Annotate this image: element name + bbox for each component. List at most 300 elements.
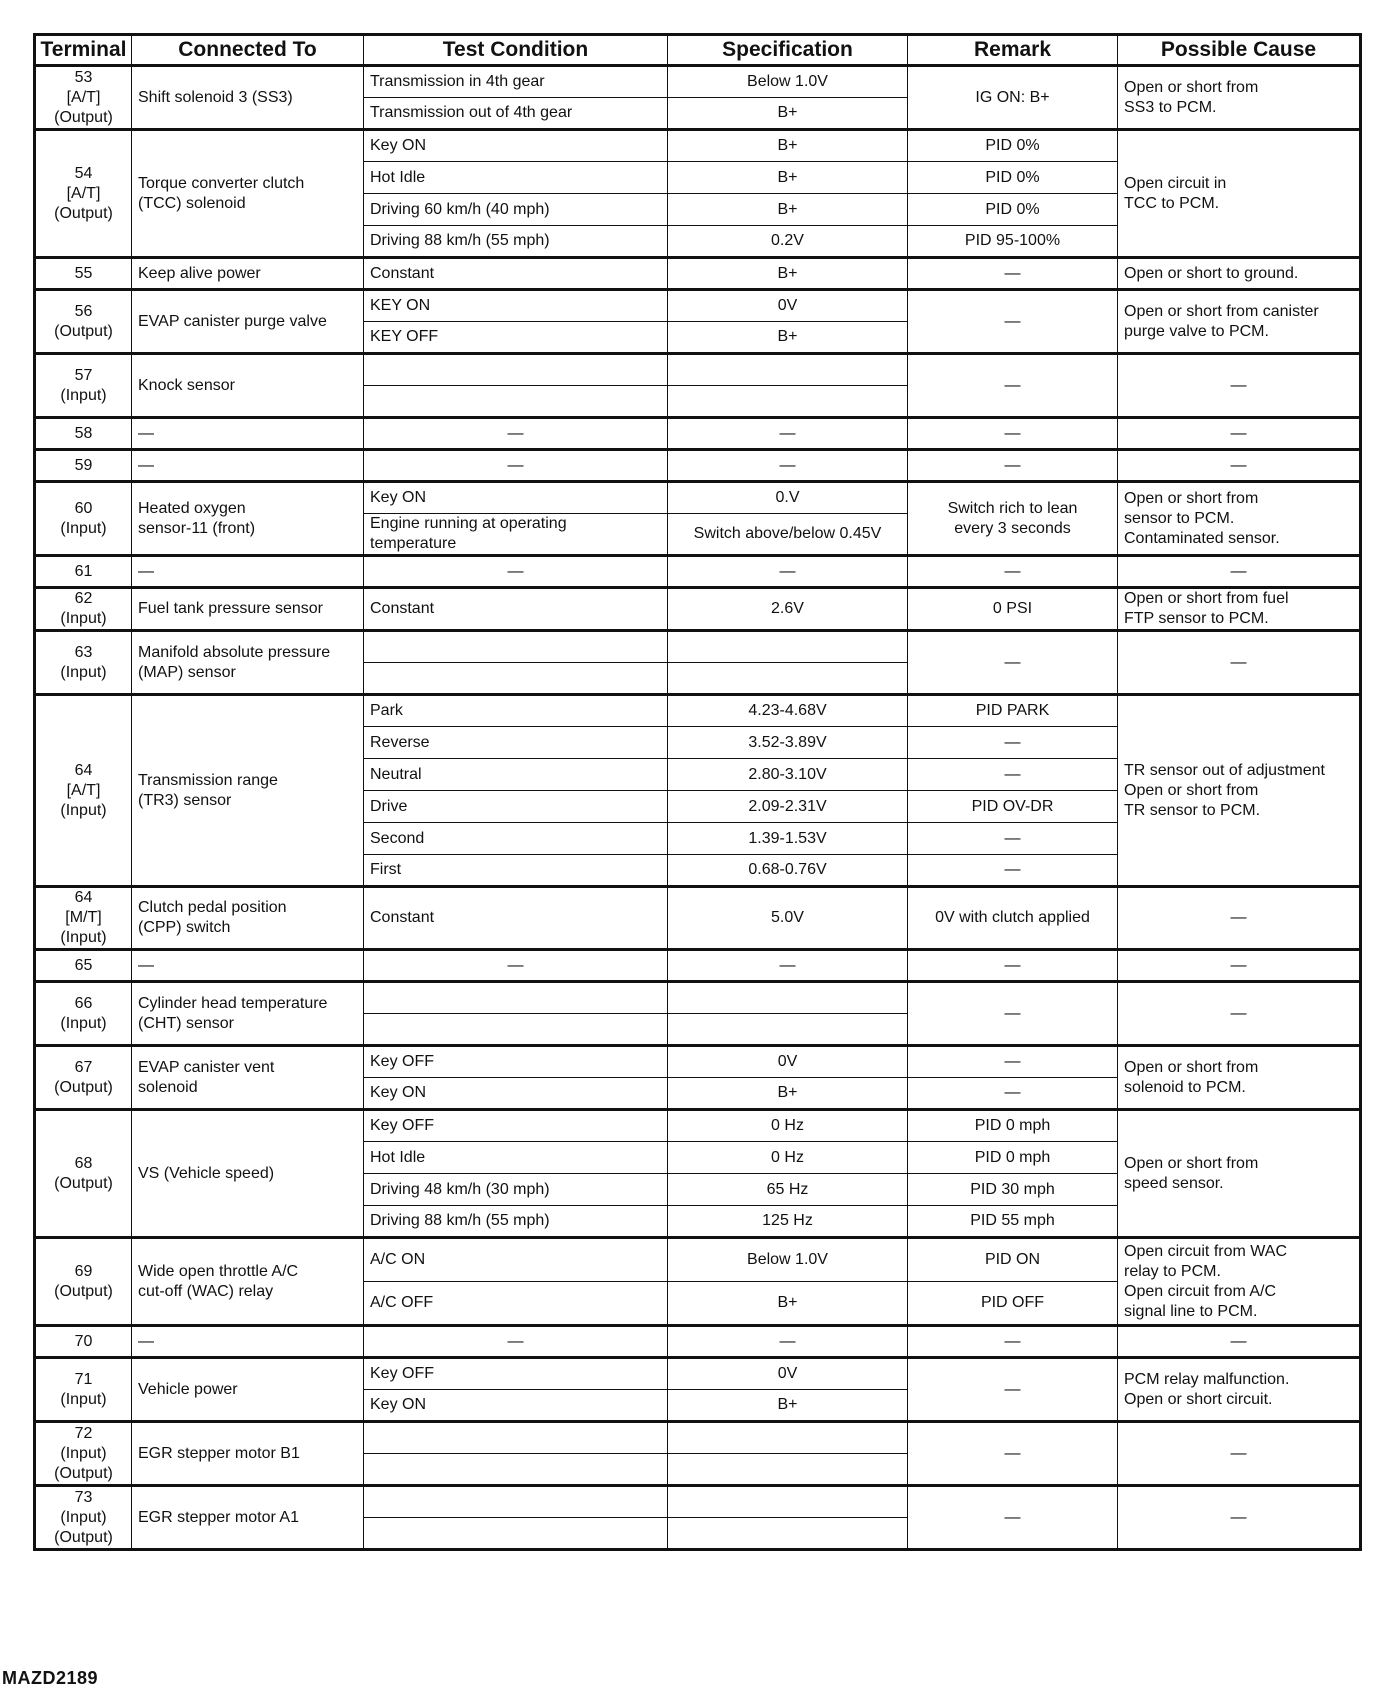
terminal-group — [35, 1238, 1361, 1326]
text-line: solenoid — [138, 1078, 198, 1096]
text-line: Constant — [370, 909, 435, 926]
remark-cell: PID OFF — [908, 1282, 1118, 1326]
text-line: (Output) — [54, 1078, 113, 1096]
text-line: (Output) — [54, 1464, 113, 1482]
table-row — [35, 1046, 1361, 1078]
header-terminal: Terminal — [35, 35, 132, 66]
remark-cell: — — [908, 1078, 1118, 1110]
terminal-group — [35, 950, 1361, 982]
text-line: — — [507, 456, 524, 474]
text-line: — — [1004, 264, 1021, 282]
possible-cause-cell — [1118, 482, 1361, 556]
terminal-cell — [35, 290, 132, 354]
text-line: — — [1004, 1004, 1021, 1022]
text-line: Constant — [370, 600, 435, 617]
remark-cell — [908, 258, 1118, 290]
test-condition-cell — [364, 290, 668, 322]
connected-to-cell — [132, 982, 364, 1046]
test-condition-cell — [364, 982, 668, 1014]
text-line: (Output) — [54, 1174, 113, 1192]
specification-cell: B+ — [668, 1390, 908, 1422]
table-row — [35, 1326, 1361, 1358]
specification-cell: 0V — [668, 290, 908, 322]
text-line: Open or short circuit. — [1124, 1390, 1273, 1408]
table-row — [35, 887, 1361, 950]
test-condition-cell — [364, 1486, 668, 1518]
text-line: — — [507, 424, 524, 442]
text-line: Switch rich to lean — [947, 499, 1078, 517]
possible-cause-cell — [1118, 588, 1361, 631]
text-line: (Input) — [60, 1390, 107, 1408]
remark-cell: PID 30 mph — [908, 1174, 1118, 1206]
test-condition-cell — [364, 1142, 668, 1174]
remark-cell — [908, 1326, 1118, 1358]
connected-to-cell — [132, 950, 364, 982]
text-line: 69 — [74, 1262, 93, 1280]
specification-cell: B+ — [668, 322, 908, 354]
remark-cell — [908, 950, 1118, 982]
possible-cause-cell — [1118, 258, 1361, 290]
table-row — [35, 950, 1361, 982]
remark-cell — [908, 1358, 1118, 1422]
figure-code: MAZD2189 — [2, 1668, 99, 1688]
table-row — [35, 66, 1361, 98]
terminal-group — [35, 258, 1361, 290]
specification-cell: 0.2V — [668, 226, 908, 258]
text-line: 61 — [74, 562, 93, 580]
connected-to-cell — [132, 1486, 364, 1550]
text-line: 54 — [74, 164, 93, 182]
text-line: — — [1230, 653, 1247, 671]
text-line: (CPP) switch — [138, 919, 231, 936]
terminal-group — [35, 631, 1361, 695]
table-row — [35, 1110, 1361, 1142]
connected-to-cell — [132, 1238, 364, 1326]
specification-cell: — — [668, 950, 908, 982]
terminal-cell — [35, 66, 132, 130]
possible-cause-cell — [1118, 1358, 1361, 1422]
test-condition-cell — [364, 1206, 668, 1238]
specification-cell: B+ — [668, 258, 908, 290]
terminal-cell — [35, 1110, 132, 1238]
text-line: Key ON — [370, 1396, 427, 1413]
specification-cell: 2.80-3.10V — [668, 759, 908, 791]
specification-cell: B+ — [668, 194, 908, 226]
text-line: sensor-11 (front) — [138, 519, 256, 537]
text-line: 63 — [74, 643, 93, 661]
text-line: — — [138, 424, 154, 442]
table-row — [35, 631, 1361, 663]
text-line: Second — [370, 829, 425, 847]
connected-to-cell — [132, 290, 364, 354]
specification-cell — [668, 1422, 908, 1454]
text-line: Key ON — [370, 489, 427, 506]
connected-to-cell — [132, 1358, 364, 1422]
text-line: — — [1230, 376, 1247, 394]
test-condition-cell — [364, 950, 668, 982]
terminal-cell — [35, 130, 132, 258]
test-condition-cell — [364, 1518, 668, 1550]
remark-cell — [908, 1422, 1118, 1486]
header-connected-to: Connected To — [132, 35, 364, 66]
test-condition-cell — [364, 727, 668, 759]
remark-cell — [908, 556, 1118, 588]
test-condition-cell — [364, 482, 668, 514]
text-line: (Input) — [60, 1014, 107, 1032]
specification-cell: 0.68-0.76V — [668, 855, 908, 887]
text-line: (Input) — [60, 610, 107, 627]
specification-cell — [668, 982, 908, 1014]
text-line: 60 — [74, 499, 93, 517]
specification-cell — [668, 631, 908, 663]
remark-cell — [908, 354, 1118, 418]
text-line: purge valve to PCM. — [1124, 322, 1269, 340]
text-line: — — [1004, 312, 1021, 330]
text-line: speed sensor. — [1124, 1174, 1224, 1192]
terminal-cell — [35, 887, 132, 950]
terminal-cell — [35, 631, 132, 695]
specification-cell: 0V — [668, 1046, 908, 1078]
terminal-group — [35, 1422, 1361, 1486]
test-condition-cell — [364, 450, 668, 482]
text-line: Constant — [370, 264, 435, 282]
terminal-cell — [35, 354, 132, 418]
terminal-cell — [35, 982, 132, 1046]
remark-cell — [908, 418, 1118, 450]
terminal-cell — [35, 450, 132, 482]
connected-to-cell — [132, 258, 364, 290]
specification-cell: 5.0V — [668, 887, 908, 950]
specification-cell: 0 Hz — [668, 1110, 908, 1142]
terminal-cell — [35, 258, 132, 290]
text-line: Transmission in 4th gear — [370, 73, 545, 90]
test-condition-cell — [364, 1282, 668, 1326]
terminal-cell — [35, 482, 132, 556]
terminal-cell — [35, 1046, 132, 1110]
text-line: — — [1004, 376, 1021, 394]
table-row — [35, 982, 1361, 1014]
text-line: — — [138, 1332, 154, 1350]
text-line: (CHT) sensor — [138, 1014, 235, 1032]
possible-cause-cell — [1118, 631, 1361, 695]
specification-cell — [668, 1454, 908, 1486]
specification-cell: 2.6V — [668, 588, 908, 631]
table-row — [35, 130, 1361, 162]
text-line: EGR stepper motor B1 — [138, 1444, 300, 1462]
text-line: Open or short to ground. — [1124, 264, 1299, 282]
header-row — [35, 35, 1361, 66]
terminal-group — [35, 450, 1361, 482]
test-condition-cell — [364, 354, 668, 386]
header-remark: Remark — [908, 35, 1118, 66]
text-line: Contaminated sensor. — [1124, 529, 1280, 547]
table-row — [35, 1238, 1361, 1282]
remark-cell: PID 0 mph — [908, 1110, 1118, 1142]
text-line: Vehicle power — [138, 1380, 238, 1398]
specification-cell: 0.V — [668, 482, 908, 514]
text-line: Key OFF — [370, 1053, 435, 1070]
table-row — [35, 1358, 1361, 1390]
text-line: — — [1004, 956, 1021, 974]
text-line: temperature — [370, 535, 457, 552]
connected-to-cell — [132, 1422, 364, 1486]
terminal-cell — [35, 695, 132, 887]
remark-cell: — — [908, 759, 1118, 791]
test-condition-cell — [364, 418, 668, 450]
specification-cell — [668, 386, 908, 418]
text-line: (TCC) solenoid — [138, 194, 246, 212]
specification-cell — [668, 1014, 908, 1046]
text-line: Open circuit from WAC — [1124, 1242, 1287, 1260]
remark-cell — [908, 482, 1118, 556]
text-line: KEY OFF — [370, 328, 439, 345]
text-line: Driving 60 km/h (40 mph) — [370, 200, 550, 218]
text-line: 64 — [74, 889, 93, 906]
text-line: 57 — [74, 366, 93, 384]
terminal-cell — [35, 1326, 132, 1358]
test-condition-cell — [364, 823, 668, 855]
text-line: Manifold absolute pressure — [138, 643, 331, 661]
terminal-group — [35, 982, 1361, 1046]
text-line: VS (Vehicle speed) — [138, 1164, 275, 1182]
table-row — [35, 258, 1361, 290]
text-line: Hot Idle — [370, 168, 426, 186]
test-condition-cell — [364, 258, 668, 290]
text-line: (MAP) sensor — [138, 663, 236, 681]
text-line: 56 — [74, 302, 93, 320]
remark-cell: PID 0% — [908, 194, 1118, 226]
table-row — [35, 418, 1361, 450]
remark-cell: — — [908, 855, 1118, 887]
text-line: Reverse — [370, 733, 430, 751]
specification-cell: 65 Hz — [668, 1174, 908, 1206]
remark-cell — [908, 450, 1118, 482]
text-line: A/C OFF — [370, 1294, 434, 1311]
text-line: solenoid to PCM. — [1124, 1078, 1246, 1096]
connected-to-cell — [132, 354, 364, 418]
test-condition-cell — [364, 556, 668, 588]
text-line: TR sensor out of adjustment — [1124, 761, 1325, 779]
text-line: Open or short from — [1124, 489, 1259, 507]
remark-cell — [908, 588, 1118, 631]
terminal-group — [35, 695, 1361, 887]
terminal-cell — [35, 1358, 132, 1422]
possible-cause-cell — [1118, 950, 1361, 982]
terminal-group — [35, 588, 1361, 631]
text-line: — — [1230, 562, 1247, 580]
text-line: 55 — [74, 264, 93, 282]
text-line: Park — [370, 702, 403, 719]
possible-cause-cell — [1118, 66, 1361, 130]
terminal-cell — [35, 556, 132, 588]
text-line: 62 — [74, 590, 93, 607]
specification-cell — [668, 663, 908, 695]
text-line: Transmission range — [138, 771, 278, 789]
test-condition-cell — [364, 226, 668, 258]
possible-cause-cell — [1118, 556, 1361, 588]
possible-cause-cell — [1118, 1326, 1361, 1358]
text-line: sensor to PCM. — [1124, 509, 1235, 527]
text-line: (Output) — [54, 108, 113, 126]
test-condition-cell — [364, 1014, 668, 1046]
connected-to-cell — [132, 130, 364, 258]
text-line: relay to PCM. — [1124, 1262, 1221, 1280]
text-line: — — [138, 956, 154, 974]
table-row — [35, 450, 1361, 482]
specification-cell: B+ — [668, 98, 908, 130]
possible-cause-cell — [1118, 130, 1361, 258]
header-test-condition: Test Condition — [364, 35, 668, 66]
text-line: Hot Idle — [370, 1148, 426, 1166]
test-condition-cell — [364, 66, 668, 98]
connected-to-cell — [132, 695, 364, 887]
connected-to-cell — [132, 556, 364, 588]
test-condition-cell — [364, 1110, 668, 1142]
specification-cell — [668, 354, 908, 386]
text-line: IG ON: B+ — [975, 88, 1050, 106]
test-condition-cell — [364, 194, 668, 226]
specification-cell: Switch above/below 0.45V — [668, 514, 908, 556]
specification-cell — [668, 1518, 908, 1550]
possible-cause-cell — [1118, 982, 1361, 1046]
specification-cell: 2.09-2.31V — [668, 791, 908, 823]
table-row — [35, 482, 1361, 514]
text-line: — — [1230, 1508, 1247, 1526]
text-line: (TR3) sensor — [138, 791, 232, 809]
text-line: [M/T] — [65, 909, 102, 926]
test-condition-cell — [364, 1046, 668, 1078]
test-condition-cell — [364, 631, 668, 663]
text-line: 65 — [74, 956, 93, 974]
text-line: Key OFF — [370, 1365, 435, 1382]
text-line: signal line to PCM. — [1124, 1302, 1258, 1320]
terminal-group — [35, 290, 1361, 354]
remark-cell: PID 55 mph — [908, 1206, 1118, 1238]
text-line: cut-off (WAC) relay — [138, 1282, 274, 1300]
text-line: TCC to PCM. — [1124, 194, 1220, 212]
text-line: Engine running at operating — [370, 515, 567, 532]
specification-cell: 0 Hz — [668, 1142, 908, 1174]
text-line: Drive — [370, 797, 408, 815]
text-line: 68 — [74, 1154, 93, 1172]
text-line: Open circuit in — [1124, 174, 1227, 192]
table-row — [35, 1422, 1361, 1454]
test-condition-cell — [364, 386, 668, 418]
text-line: (Output) — [54, 1282, 113, 1300]
test-condition-cell — [364, 1326, 668, 1358]
terminal-group — [35, 354, 1361, 418]
text-line: 67 — [74, 1058, 93, 1076]
remark-cell: PID 0 mph — [908, 1142, 1118, 1174]
test-condition-cell — [364, 1238, 668, 1282]
text-line: Open or short from — [1124, 78, 1259, 96]
text-line: — — [1230, 956, 1247, 974]
specification-cell: 4.23-4.68V — [668, 695, 908, 727]
text-line: [A/T] — [66, 88, 101, 106]
terminal-cell — [35, 1486, 132, 1550]
test-condition-cell — [364, 322, 668, 354]
text-line: (Input) — [60, 1444, 107, 1462]
pcm-terminal-table — [33, 33, 1362, 1551]
remark-cell: — — [908, 823, 1118, 855]
remark-cell — [908, 887, 1118, 950]
text-line: PCM relay malfunction. — [1124, 1370, 1290, 1388]
possible-cause-cell — [1118, 1110, 1361, 1238]
text-line: Fuel tank pressure sensor — [138, 600, 323, 617]
remark-cell: PID OV-DR — [908, 791, 1118, 823]
terminal-group — [35, 418, 1361, 450]
table-row — [35, 1486, 1361, 1518]
text-line: Torque converter clutch — [138, 174, 305, 192]
remark-cell — [908, 66, 1118, 130]
text-line: First — [370, 861, 402, 878]
specification-cell: — — [668, 1326, 908, 1358]
possible-cause-cell — [1118, 290, 1361, 354]
text-line: EGR stepper motor A1 — [138, 1508, 299, 1526]
text-line: TR sensor to PCM. — [1124, 801, 1261, 819]
connected-to-cell — [132, 1110, 364, 1238]
text-line: Key ON — [370, 137, 427, 154]
test-condition-cell — [364, 887, 668, 950]
text-line: [A/T] — [66, 781, 101, 799]
test-condition-cell — [364, 1358, 668, 1390]
text-line: 72 — [74, 1424, 93, 1442]
connected-to-cell — [132, 1326, 364, 1358]
terminal-group — [35, 887, 1361, 950]
remark-cell — [908, 982, 1118, 1046]
specification-cell: Below 1.0V — [668, 1238, 908, 1282]
remark-cell — [908, 290, 1118, 354]
text-line: — — [1004, 456, 1021, 474]
specification-cell: — — [668, 418, 908, 450]
text-line: (Input) — [60, 663, 107, 681]
possible-cause-cell — [1118, 418, 1361, 450]
text-line: Key ON — [370, 1084, 427, 1101]
test-condition-cell — [364, 855, 668, 887]
terminal-group — [35, 1326, 1361, 1358]
text-line: 73 — [74, 1488, 93, 1506]
text-line: KEY ON — [370, 297, 431, 314]
test-condition-cell — [364, 514, 668, 556]
text-line: (Input) — [60, 1508, 107, 1526]
possible-cause-cell — [1118, 695, 1361, 887]
test-condition-cell — [364, 1390, 668, 1422]
remark-cell: PID ON — [908, 1238, 1118, 1282]
specification-cell: B+ — [668, 130, 908, 162]
text-line: Open or short from — [1124, 1058, 1259, 1076]
text-line: Driving 48 km/h (30 mph) — [370, 1180, 550, 1198]
text-line: EVAP canister purge valve — [138, 312, 327, 330]
test-condition-cell — [364, 695, 668, 727]
text-line: 64 — [74, 761, 93, 779]
text-line: — — [1004, 1332, 1021, 1350]
text-line: Driving 88 km/h (55 mph) — [370, 1212, 550, 1229]
possible-cause-cell — [1118, 450, 1361, 482]
text-line: SS3 to PCM. — [1124, 98, 1217, 116]
test-condition-cell — [364, 1078, 668, 1110]
table-row — [35, 290, 1361, 322]
test-condition-cell — [364, 791, 668, 823]
specification-cell: Below 1.0V — [668, 66, 908, 98]
possible-cause-cell — [1118, 887, 1361, 950]
text-line: — — [1230, 909, 1247, 926]
specification-cell: — — [668, 556, 908, 588]
text-line: 58 — [74, 424, 93, 442]
text-line: Open circuit from A/C — [1124, 1282, 1277, 1300]
text-line: 66 — [74, 994, 93, 1012]
terminal-cell — [35, 1422, 132, 1486]
text-line: Open or short from canister — [1124, 302, 1319, 320]
